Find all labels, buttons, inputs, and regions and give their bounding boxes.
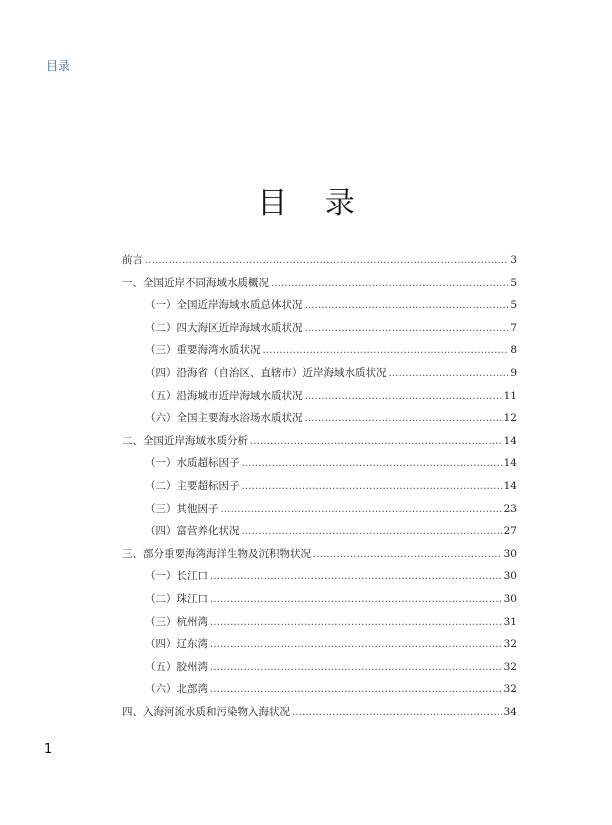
toc-entry[interactable] xyxy=(122,365,517,388)
toc-leader-dots xyxy=(305,323,509,334)
toc-entry-page: 5 xyxy=(510,276,517,289)
toc-leader-dots xyxy=(263,345,509,356)
page-number: 1 xyxy=(44,742,53,757)
toc-leader-dots xyxy=(210,594,502,605)
toc-entry[interactable] xyxy=(122,568,517,591)
toc-entry-label: （四）辽东湾 xyxy=(145,638,208,651)
toc-entry-label: （三）杭州湾 xyxy=(145,615,208,628)
toc-entry[interactable] xyxy=(122,388,517,411)
toc-entry[interactable] xyxy=(122,478,517,501)
toc-leader-dots xyxy=(305,413,502,424)
toc-entry-page: 32 xyxy=(503,683,517,696)
toc-leader-dots xyxy=(210,662,502,673)
toc-entry-label: （二）四大海区近岸海域水质状况 xyxy=(145,321,303,334)
toc-entry-label: （一）水质超标因子 xyxy=(145,457,240,470)
toc-entry-label: （四）富营养化状况 xyxy=(145,525,240,538)
toc-entry-page: 32 xyxy=(503,660,517,673)
page-title: 目 录 xyxy=(257,186,369,221)
toc-entry-label: （六）全国主要海水浴场水质状况 xyxy=(145,412,303,425)
toc-entry[interactable] xyxy=(122,704,517,727)
toc-entry-label: （三）其他因子 xyxy=(145,502,219,515)
toc-entry[interactable] xyxy=(122,410,517,433)
toc-entry[interactable] xyxy=(122,681,517,704)
toc-leader-dots xyxy=(305,391,502,402)
toc-entry[interactable] xyxy=(122,591,517,614)
toc-entry-page: 14 xyxy=(503,479,517,492)
toc-entry-page: 30 xyxy=(503,570,517,583)
toc-entry-label: 前言 xyxy=(122,254,143,266)
toc-entry[interactable] xyxy=(122,433,517,456)
toc-entry-page: 32 xyxy=(503,638,517,651)
toc-entry[interactable] xyxy=(122,320,517,343)
toc-entry-page: 3 xyxy=(510,254,517,266)
toc-entry-page: 30 xyxy=(503,592,517,605)
toc-entry-page: 34 xyxy=(503,705,517,718)
toc-entry-page: 23 xyxy=(503,502,517,515)
toc-leader-dots xyxy=(210,617,502,628)
toc-leader-dots xyxy=(242,458,502,469)
toc-entry-label: （五）沿海城市近岸海域水质状况 xyxy=(145,389,303,402)
toc-leader-dots xyxy=(242,481,502,492)
running-header: 目录 xyxy=(46,59,71,73)
toc-leader-dots xyxy=(271,278,508,289)
toc-entry[interactable] xyxy=(122,501,517,524)
toc-entry[interactable] xyxy=(122,659,517,682)
toc-leader-dots xyxy=(292,707,502,718)
toc-entry-label: （三）重要海湾水质状况 xyxy=(145,344,261,357)
toc-entry-label: （二）珠江口 xyxy=(145,592,208,605)
toc-entry-page: 30 xyxy=(503,547,517,560)
toc-leader-dots xyxy=(210,639,502,650)
toc-entry-label: （一）长江口 xyxy=(145,570,208,583)
table-of-contents xyxy=(122,252,517,726)
toc-entry-page: 14 xyxy=(503,434,517,447)
toc-entry-page: 9 xyxy=(510,366,517,379)
toc-entry-page: 11 xyxy=(503,389,517,402)
toc-entry[interactable] xyxy=(122,252,517,275)
toc-entry[interactable] xyxy=(122,546,517,569)
toc-entry[interactable] xyxy=(122,614,517,637)
toc-entry-label: （一）全国近岸海域水质总体状况 xyxy=(145,299,303,312)
toc-entry-page: 8 xyxy=(510,344,517,357)
toc-entry-label: 二、全国近岸海域水质分析 xyxy=(122,434,248,447)
toc-leader-dots xyxy=(389,368,509,379)
toc-entry[interactable] xyxy=(122,523,517,546)
toc-entry-page: 27 xyxy=(503,525,517,538)
toc-leader-dots xyxy=(242,526,502,537)
toc-entry[interactable] xyxy=(122,636,517,659)
toc-leader-dots xyxy=(313,549,502,560)
toc-leader-dots xyxy=(210,684,502,695)
toc-leader-dots xyxy=(145,255,508,266)
toc-entry-label: （四）沿海省（自治区、直辖市）近岸海域水质状况 xyxy=(145,366,387,379)
toc-entry[interactable] xyxy=(122,297,517,320)
toc-entry-page: 12 xyxy=(503,412,517,425)
toc-entry[interactable] xyxy=(122,275,517,298)
toc-entry-label: 三、部分重要海湾海洋生物及沉积物状况 xyxy=(122,547,311,560)
toc-entry[interactable] xyxy=(122,342,517,365)
toc-entry-page: 14 xyxy=(503,457,517,470)
toc-leader-dots xyxy=(221,504,502,515)
toc-leader-dots xyxy=(210,571,502,582)
toc-entry-label: （二）主要超标因子 xyxy=(145,479,240,492)
toc-entry-page: 5 xyxy=(510,299,517,312)
toc-entry-page: 31 xyxy=(503,615,517,628)
toc-entry-page: 7 xyxy=(510,321,517,334)
toc-entry[interactable] xyxy=(122,455,517,478)
toc-entry-label: 一、全国近岸不同海域水质概况 xyxy=(122,276,269,289)
toc-leader-dots xyxy=(250,436,502,447)
toc-leader-dots xyxy=(305,300,509,311)
toc-entry-label: （五）胶州湾 xyxy=(145,660,208,673)
toc-entry-label: （六）北部湾 xyxy=(145,683,208,696)
toc-entry-label: 四、入海河流水质和污染物入海状况 xyxy=(122,705,290,718)
